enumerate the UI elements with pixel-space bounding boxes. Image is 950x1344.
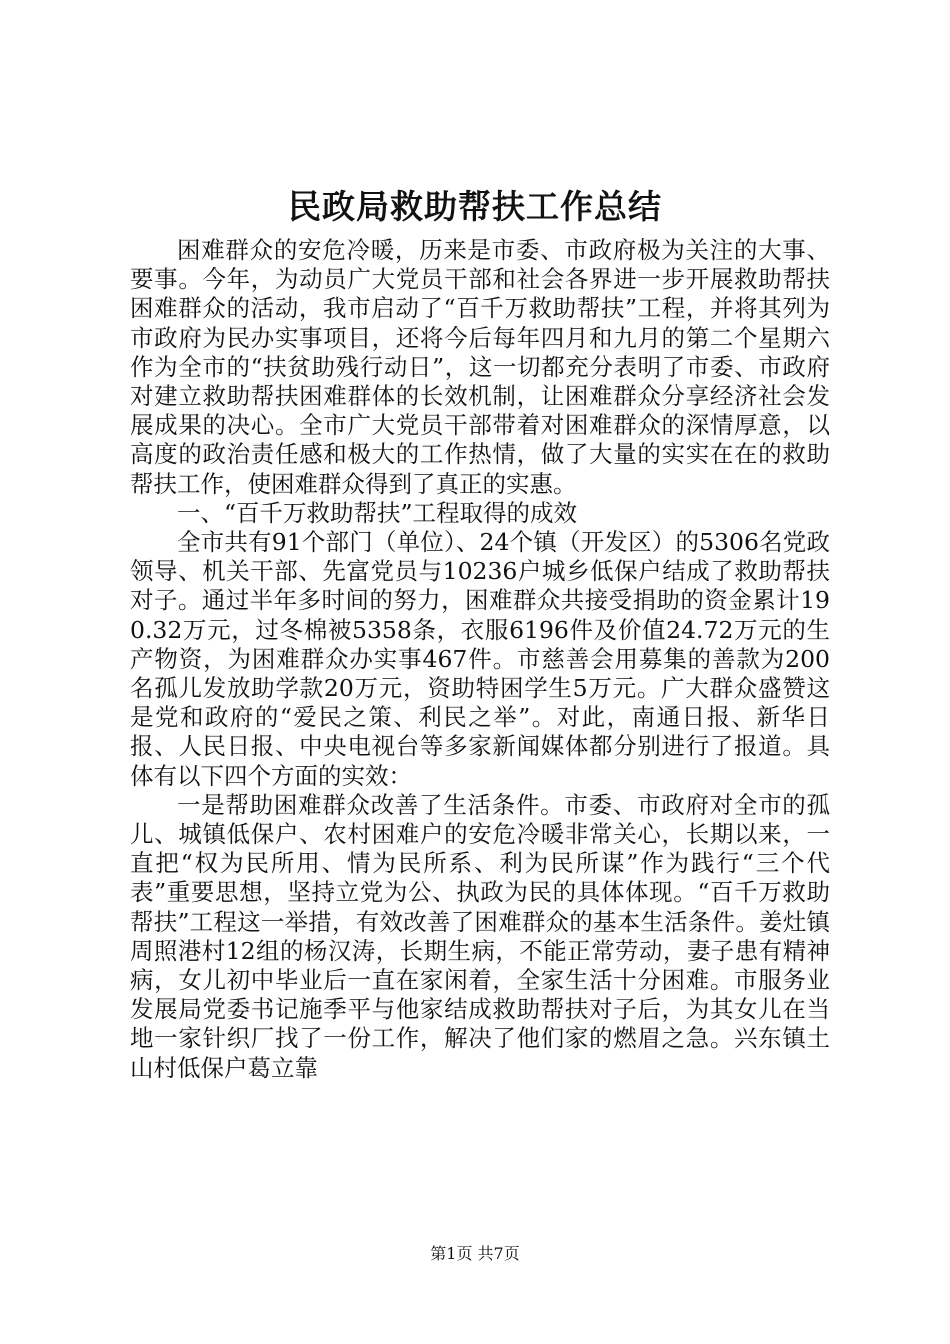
page-number: 第1页 共7页 xyxy=(430,1244,520,1263)
document-body xyxy=(130,236,830,1083)
section-heading: 一、“百千万救助帮扶”工程取得的成效 xyxy=(177,498,578,527)
results-paragraph: 全市共有91个部门（单位）、24个镇（开发区）的5306名党政领导、机关干部、先富党员与10236户城乡低保户结成了救助帮扶对子。通过半年多时间的努力，困难群众共接受捐助的资金累计190.32万元，过冬棉被5358条，衣服6196件及价值24.72万元的生产物资，为困难群众办实事467件。市慈善会用募集的善款为200名孤儿发放助学款20万元，资助特困学生5万元。广大群众盛赞这是党和政府的“爱民之策、利民之举”。对此，南通日报、新华日报、人民日报、中央电视台等多家新闻媒体都分别进行了报道。具体有以下四个方面的实效： xyxy=(130,528,830,790)
document-title: 民政局救助帮扶工作总结 xyxy=(288,187,662,226)
point-one-paragraph: 一是帮助困难群众改善了生活条件。市委、市政府对全市的孤儿、城镇低保户、农村困难户的安危冷暖非常关心，长期以来，一直把“权为民所用、情为民所系、利为民所谋”作为践行“三个代表”重要思想，坚持立党为公、执政为民的具体体现。“百千万救助帮扶”工程这一举措，有效改善了困难群众的基本生活条件。姜灶镇周照港村12组的杨汉涛，长期生病，不能正常劳动，妻子患有精神病，女儿初中毕业后一直在家闲着，全家生活十分困难。市服务业发展局党委书记施季平与他家结成救助帮扶对子后，为其女儿在当地一家针织厂找了一份工作，解决了他们家的燃眉之急。兴东镇土山村低保户葛立靠 xyxy=(130,790,830,1082)
intro-paragraph: 困难群众的安危冷暖，历来是市委、市政府极为关注的大事、要事。今年，为动员广大党员干部和社会各界进一步开展救助帮扶困难群众的活动，我市启动了“百千万救助帮扶”工程，并将其列为市政府为民办实事项目，还将今后每年四月和九月的第二个星期六作为全市的“扶贫助残行动日”，这一切都充分表明了市委、市政府对建立救助帮扶困难群体的长效机制，让困难群众分享经济社会发展成果的决心。全市广大党员干部带着对困难群众的深情厚意，以高度的政治责任感和极大的工作热情，做了大量的实实在在的救助帮扶工作，使困难群众得到了真正的实惠。 xyxy=(130,236,830,498)
